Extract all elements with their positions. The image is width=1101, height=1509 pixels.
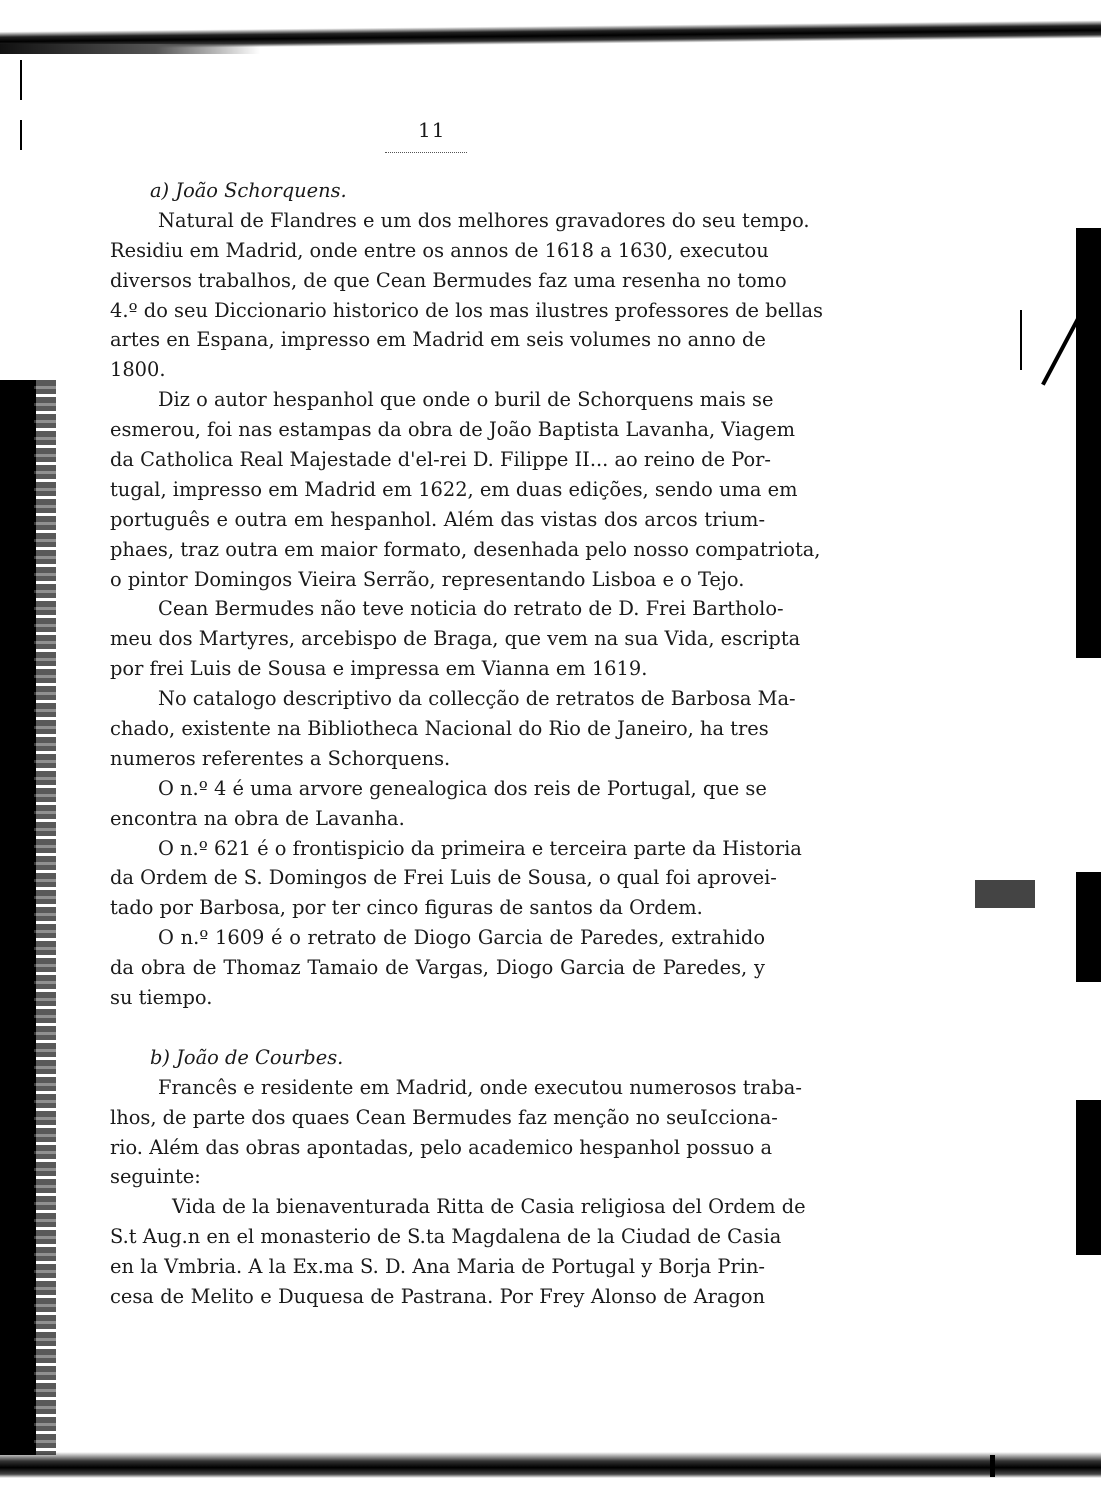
- line-text: diversos trabalhos, de que Cean Bermudes faz uma resenha no tomo: [110, 268, 787, 292]
- text-line: [110, 923, 765, 953]
- line-text: en la Vmbria. A la Ex.ma S. D. Ana Maria de Portugal y Borja Prin-: [110, 1255, 765, 1279]
- scan-edge-left: [0, 380, 36, 1455]
- text-line: [110, 1133, 773, 1163]
- line-text: numeros referentes a Schorquens.: [110, 746, 451, 770]
- text-line: [110, 385, 774, 415]
- line-text: Residiu em Madrid, onde entre os annos de 1618 a 1630, executou: [110, 238, 769, 262]
- text-line: [110, 654, 765, 684]
- line-text: Natural de Flandres e um dos melhores gravadores do seu tempo.: [158, 208, 810, 232]
- line-text: phaes, traz outra em maior formato, desenhada pelo nosso compatriota,: [110, 537, 821, 561]
- line-text: esmerou, foi nas estampas da obra de João Baptista Lavanha, Viagem: [110, 418, 795, 442]
- header-rule: [385, 152, 467, 153]
- line-text: 4.º do seu Diccionario historico de los mas ilustres professores de bellas: [110, 298, 823, 322]
- section-heading: [110, 176, 765, 206]
- text-line: [110, 983, 765, 1013]
- line-text: meu dos Martyres, arcebispo de Braga, que vem na sua Vida, escripta: [110, 627, 801, 651]
- text-line: [110, 594, 784, 624]
- text-line: [110, 475, 798, 505]
- line-text: b) João de Courbes.: [150, 1045, 344, 1069]
- text-line: [110, 1192, 806, 1222]
- section-heading: [110, 1043, 765, 1073]
- text-line: [110, 445, 771, 475]
- text-line: [110, 744, 765, 774]
- text-line: [110, 863, 777, 893]
- line-text: Francês e residente em Madrid, onde executou numerosos traba-: [158, 1075, 802, 1099]
- paragraph-gap: [110, 1013, 765, 1043]
- text-line: [110, 1073, 802, 1103]
- line-text: Diz o autor hespanhol que onde o buril de Schorquens mais se: [158, 388, 774, 412]
- line-text: da Catholica Real Majestade d'el-rei D. Filippe II... ao reino de Por-: [110, 448, 771, 472]
- scan-edge-right: [1076, 228, 1101, 658]
- line-text: tugal, impresso em Madrid em 1622, em duas edições, sendo uma em: [110, 477, 798, 501]
- line-text: O n.º 1609 é o retrato de Diogo Garcia de Paredes, extrahido: [158, 926, 765, 950]
- scan-mark: [1020, 310, 1022, 370]
- line-text: da Ordem de S. Domingos de Frei Luis de Sousa, o qual foi aprovei-: [110, 866, 777, 890]
- text-line: [110, 1103, 778, 1133]
- line-text: No catalogo descriptivo da collecção de retratos de Barbosa Ma-: [158, 687, 796, 711]
- text-line: [110, 505, 765, 535]
- text-line: [110, 325, 765, 355]
- line-text: O n.º 621 é o frontispicio da primeira e terceira parte da Historia: [158, 836, 802, 860]
- line-text: Cean Bermudes não teve noticia do retrato de D. Frei Bartholo-: [158, 597, 784, 621]
- line-text: rio. Além das obras apontadas, pelo academico hespanhol possuo a: [110, 1135, 773, 1159]
- text-line: [110, 1252, 765, 1282]
- line-text: a) João Schorquens.: [150, 179, 347, 202]
- line-text: chado, existente na Bibliotheca Nacional do Rio de Janeiro, ha tres: [110, 717, 769, 741]
- text-line: [110, 953, 765, 983]
- scan-tick-mark: [20, 60, 22, 100]
- text-line: [110, 774, 765, 804]
- page-number: 11: [418, 118, 446, 142]
- scan-edge-right: [1076, 1100, 1101, 1255]
- text-line: [110, 565, 765, 595]
- text-line: [110, 1282, 765, 1312]
- line-text: por frei Luis de Sousa e impressa em Vianna em 1619.: [110, 657, 648, 681]
- text-line: [110, 1162, 765, 1192]
- scan-border-top-left: [0, 44, 260, 54]
- line-text: S.t Aug.n en el monasterio de S.ta Magdalena de la Ciudad de Casia: [110, 1225, 782, 1249]
- text-line: [110, 804, 765, 834]
- text-line: [110, 714, 769, 744]
- line-text: encontra na obra de Lavanha.: [110, 806, 405, 830]
- text-line: [110, 206, 810, 236]
- scan-tick-mark: [20, 120, 22, 150]
- scan-mark: [990, 1455, 995, 1477]
- body-text: [110, 176, 823, 1312]
- text-line: [110, 236, 769, 266]
- line-text: artes en Espana, impresso em Madrid em seis volumes no anno de: [110, 328, 766, 352]
- text-line: [110, 684, 796, 714]
- line-text: cesa de Melito e Duquesa de Pastrana. Por Frey Alonso de Aragon: [110, 1284, 765, 1308]
- line-text: seguinte:: [110, 1165, 201, 1189]
- line-text: 1800.: [110, 358, 166, 382]
- text-line: [110, 834, 802, 864]
- scan-border-bottom: [0, 1452, 1101, 1478]
- text-line: [110, 355, 765, 385]
- text-line: [110, 296, 823, 326]
- line-text: português e outra em hespanhol. Além das vistas dos arcos trium-: [110, 507, 765, 531]
- line-text: da obra de Thomaz Tamaio de Vargas, Diogo Garcia de Paredes, y: [110, 956, 765, 980]
- line-text: o pintor Domingos Vieira Serrão, representando Lisboa e o Tejo.: [110, 567, 745, 591]
- line-text: tado por Barbosa, por ter cinco figuras de santos da Ordem.: [110, 896, 703, 920]
- line-text: su tiempo.: [110, 986, 213, 1010]
- line-text: lhos, de parte dos quaes Cean Bermudes faz menção no seuIcciona-: [110, 1105, 778, 1129]
- text-line: [110, 415, 795, 445]
- line-text: Vida de la bienaventurada Ritta de Casia religiosa del Ordem de: [172, 1195, 806, 1219]
- scan-edge-left-ragged: [34, 380, 56, 1455]
- text-line: [110, 1222, 782, 1252]
- text-line: [110, 893, 765, 923]
- scan-edge-right: [1076, 872, 1101, 982]
- text-line: [110, 266, 787, 296]
- text-line: [110, 535, 821, 565]
- line-text: O n.º 4 é uma arvore genealogica dos reis de Portugal, que se: [158, 776, 767, 800]
- text-line: [110, 624, 801, 654]
- scan-smudge: [975, 880, 1035, 908]
